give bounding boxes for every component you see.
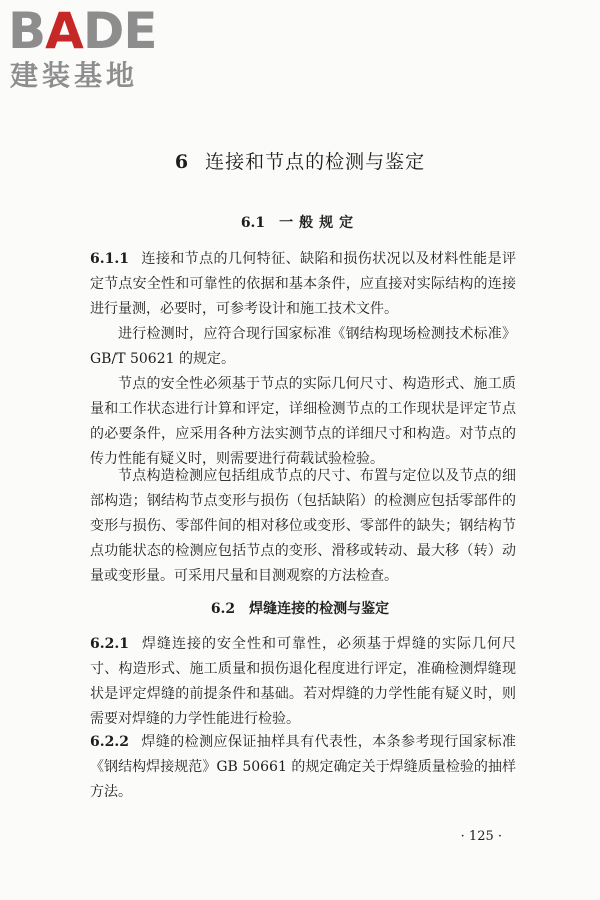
logo-letter-d: D (82, 2, 124, 60)
paragraph-text: 焊缝的检测应保证抽样具有代表性，本条参考现行国家标准《钢结构焊接规范》GB 50661 的规定确定关于焊缝质量检验的抽样方法。 (90, 734, 516, 800)
chapter-number: 6 (174, 151, 190, 173)
chapter-title-text: 连接和节点的检测与鉴定 (205, 151, 426, 173)
paragraph-text: 连接和节点的几何特征、缺陷和损伤状况以及材料性能是评定节点安全性和可靠性的依据和基本条件，应直接对实际结构的连接进行量测，必要时，可参考设计和施工技术文件。 (90, 251, 516, 317)
paragraph-text: 进行检测时，应符合现行国家标准《钢结构现场检测技术标准》GB/T 50621 的规定。 (90, 326, 516, 367)
paragraph-node-safety (90, 372, 516, 472)
section-number: 6.1 (240, 215, 266, 231)
logo-letter-e: E (123, 2, 157, 60)
logo-letter-b: B (8, 2, 46, 60)
clause-number: 6.2.1 (90, 636, 129, 652)
clause-6-2-1 (90, 632, 516, 732)
section-title-text: 焊缝连接的检测与鉴定 (249, 601, 390, 617)
logo-wordmark (8, 4, 157, 58)
paragraph-text: 节点构造检测应包括组成节点的尺寸、布置与定位以及节点的细部构造；钢结构节点变形与损伤（包括缺陷）的检测应包括零部件的变形与损伤、零部件间的相对移位或变形、零部件的缺失；钢结构节点功能状态的检测应包括节点的变形、滑移或转动、最大移（转）动量或变形量。可采用尺量和目测观察的方法检查。 (90, 468, 516, 584)
paragraph-text: 焊缝连接的安全性和可靠性，必须基于焊缝的实际几何尺寸、构造形式、施工质量和损伤退化程度进行评定，准确检测焊缝现状是评定焊缝的前提条件和基础。若对焊缝的力学性能有疑义时，则需要对焊缝的力学性能进行检验。 (90, 636, 516, 727)
clause-number: 6.1.1 (90, 251, 129, 267)
paragraph-node-construction (90, 464, 516, 589)
paragraph-text: 节点的安全性必须基于节点的实际几何尺寸、构造形式、施工质量和工作状态进行计算和评定，详细检测节点的工作现状是评定节点的必要条件，应采用各种方法实测节点的详细尺寸和构造。对节点的传力性能有疑义时，则需要进行荷载试验检验。 (90, 376, 516, 467)
page-number: · 125 · (460, 829, 502, 844)
section-number: 6.2 (210, 601, 236, 617)
clause-6-1-1 (90, 247, 516, 322)
section-title-text: 一般规定 (279, 215, 360, 231)
section-heading-6-1 (0, 212, 600, 234)
paragraph-testing-standard (90, 322, 516, 372)
clause-6-2-2 (90, 730, 516, 805)
logo-letter-a: A (45, 2, 83, 60)
logo-subtitle: 建装基地 (10, 59, 139, 92)
chapter-title (0, 148, 600, 176)
clause-number: 6.2.2 (90, 734, 129, 750)
bade-logo (8, 4, 178, 100)
section-heading-6-2 (0, 598, 600, 620)
